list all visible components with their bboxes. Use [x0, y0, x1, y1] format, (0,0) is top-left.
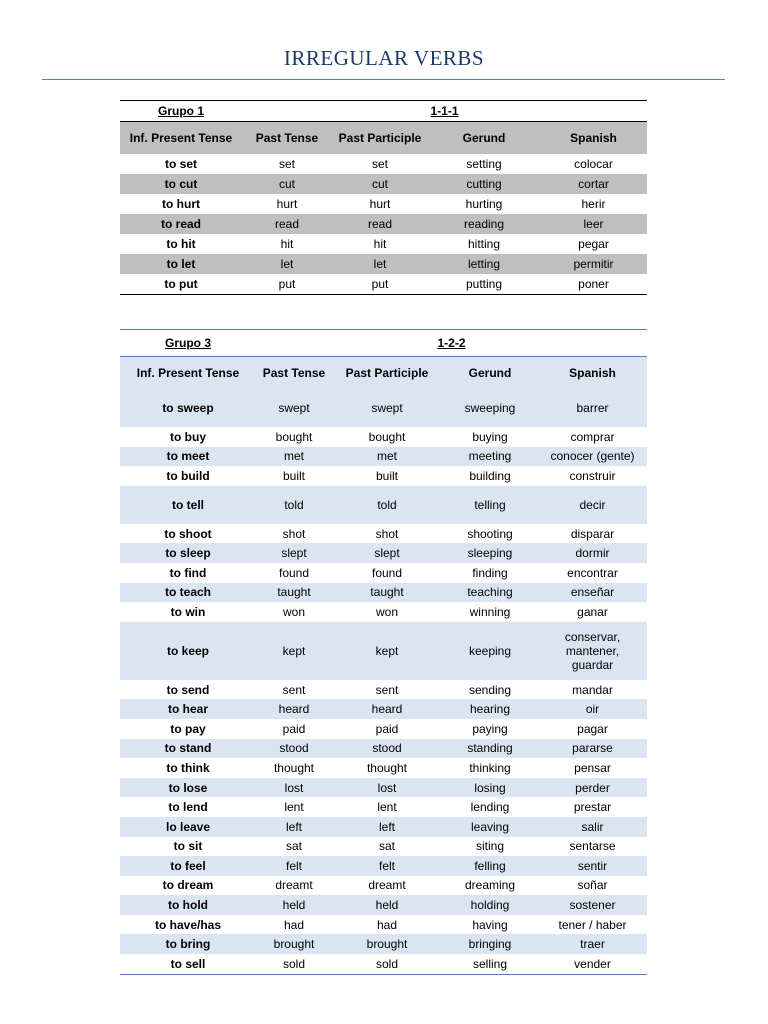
header-row — [120, 122, 647, 155]
verb-gerund: standing — [442, 739, 538, 759]
verb-past-participle: swept — [332, 389, 442, 427]
verb-infinitive: to read — [120, 214, 242, 234]
verb-gerund: thinking — [469, 760, 511, 775]
verb-gerund: leaving — [442, 817, 538, 837]
verb-gerund: siting — [475, 839, 504, 854]
verb-past-participle: won — [375, 604, 398, 619]
verb-gerund: meeting — [442, 447, 538, 467]
verb-infinitive: to feel — [120, 856, 256, 876]
verb-past-tense: held — [256, 895, 332, 915]
verb-infinitive: to lose — [120, 778, 256, 798]
verb-row — [120, 817, 647, 837]
verb-spanish: oir — [538, 699, 647, 719]
verb-row — [120, 194, 647, 214]
verb-spanish: pensar — [574, 760, 611, 775]
verb-infinitive: to have/has — [154, 917, 222, 932]
verb-row — [120, 254, 647, 274]
group-label: Grupo 3 — [120, 330, 256, 357]
verb-gerund: having — [472, 917, 508, 932]
verb-spanish: mandar — [572, 682, 613, 697]
verb-row — [120, 234, 647, 254]
verb-past-tense: found — [278, 565, 310, 580]
verb-past-tense: let — [242, 254, 332, 274]
title-underline — [42, 79, 725, 80]
verb-infinitive: to tell — [120, 486, 256, 524]
verb-gerund: holding — [442, 895, 538, 915]
group-3-table — [120, 329, 647, 975]
verb-gerund: shooting — [467, 526, 513, 541]
verb-gerund: setting — [466, 157, 502, 171]
verb-gerund: sending — [468, 682, 512, 697]
verb-past-tense: had — [283, 917, 305, 932]
verb-past-tense: bought — [275, 429, 313, 444]
verb-row — [120, 934, 647, 954]
verb-infinitive: to dream — [162, 878, 214, 893]
verb-past-tense: sat — [285, 839, 302, 854]
verb-past-participle: told — [332, 486, 442, 524]
verb-gerund: building — [469, 468, 511, 483]
verb-past-tense: kept — [256, 622, 332, 680]
verb-infinitive: to put — [164, 277, 198, 291]
verb-spanish: pararse — [538, 739, 647, 759]
verb-spanish: traer — [538, 934, 647, 954]
verb-past-participle: hit — [373, 237, 387, 251]
verb-row — [120, 543, 647, 563]
verb-infinitive: to keep — [120, 622, 256, 680]
verb-infinitive: to sleep — [120, 543, 256, 563]
group-pattern: 1-1-1 — [242, 101, 647, 122]
verb-row — [120, 174, 647, 194]
verb-row — [120, 274, 647, 295]
verb-row — [120, 486, 647, 524]
verb-past-participle: set — [371, 157, 388, 171]
verb-row — [120, 739, 647, 759]
verb-infinitive: to buy — [170, 429, 206, 444]
verb-past-tense: built — [282, 468, 305, 483]
verb-row — [120, 427, 647, 447]
column-header: Past Participle — [332, 122, 428, 155]
verb-past-participle: stood — [332, 739, 442, 759]
column-header: Inf. Present Tense — [120, 122, 242, 155]
group-label: Grupo 1 — [120, 101, 242, 122]
verb-spanish: cortar — [540, 174, 647, 194]
verb-gerund: hearing — [442, 699, 538, 719]
verb-gerund: buying — [472, 429, 508, 444]
verb-infinitive: to find — [169, 565, 207, 580]
verb-row — [120, 876, 647, 896]
verb-past-participle: put — [371, 277, 389, 291]
verb-infinitive: to hear — [120, 699, 256, 719]
verb-spanish: conocer (gente) — [538, 447, 647, 467]
verb-past-tense: set — [278, 157, 295, 171]
verb-spanish: enseñar — [538, 583, 647, 603]
verb-past-participle: hurt — [369, 197, 391, 211]
verb-past-tense: heard — [256, 699, 332, 719]
verb-spanish: construir — [569, 468, 616, 483]
verb-spanish: barrer — [538, 389, 647, 427]
verb-gerund: teaching — [442, 583, 538, 603]
verb-infinitive: to think — [166, 760, 210, 775]
verb-past-tense: hit — [280, 237, 294, 251]
verb-infinitive: to sit — [173, 839, 203, 854]
verb-past-participle: let — [332, 254, 428, 274]
column-header: Past Tense — [256, 357, 332, 390]
verb-gerund: keeping — [442, 622, 538, 680]
column-header: Gerund — [442, 357, 538, 390]
verb-spanish: sostener — [538, 895, 647, 915]
verb-spanish: soñar — [577, 878, 608, 893]
verb-spanish: vender — [574, 956, 611, 971]
verb-spanish: disparar — [570, 526, 615, 541]
verb-spanish: prestar — [573, 800, 612, 815]
page-title: IRREGULAR VERBS — [283, 46, 485, 70]
verb-spanish: decir — [538, 486, 647, 524]
verb-past-tense: taught — [256, 583, 332, 603]
verb-past-participle: lent — [377, 800, 397, 815]
verb-gerund: reading — [428, 214, 540, 234]
verb-spanish: encontrar — [567, 565, 618, 580]
verb-spanish: sentir — [538, 856, 647, 876]
verb-row — [120, 895, 647, 915]
verb-spanish: colocar — [574, 157, 613, 171]
group-row — [120, 101, 647, 122]
verb-spanish: permitir — [540, 254, 647, 274]
verb-gerund: lending — [470, 800, 510, 815]
verb-past-participle: left — [332, 817, 442, 837]
verb-row — [120, 524, 647, 544]
verb-infinitive: to cut — [120, 174, 242, 194]
verb-gerund: winning — [469, 604, 511, 619]
verb-past-participle: shot — [375, 526, 399, 541]
verb-infinitive: to sell — [170, 956, 206, 971]
verb-row — [120, 680, 647, 700]
verb-infinitive: to hit — [166, 237, 196, 251]
verb-past-tense: sent — [282, 682, 306, 697]
column-header: Inf. Present Tense — [120, 357, 256, 390]
verb-gerund: bringing — [442, 934, 538, 954]
verb-row — [120, 778, 647, 798]
verb-past-tense: put — [278, 277, 296, 291]
verb-past-tense: thought — [273, 760, 315, 775]
verb-spanish: poner — [578, 277, 609, 291]
verb-spanish: comprar — [570, 429, 615, 444]
verb-past-participle: bought — [368, 429, 406, 444]
verb-row — [120, 389, 647, 427]
verb-row — [120, 699, 647, 719]
verb-past-tense: cut — [242, 174, 332, 194]
verb-gerund: hitting — [467, 237, 501, 251]
verb-spanish: ganar — [577, 604, 608, 619]
verb-infinitive: to set — [164, 157, 197, 171]
verb-past-participle: felt — [332, 856, 442, 876]
verb-past-tense: dreamt — [275, 878, 313, 893]
verb-past-tense: slept — [256, 543, 332, 563]
verb-row — [120, 758, 647, 778]
verb-spanish: sentarse — [569, 839, 616, 854]
verb-infinitive: to teach — [120, 583, 256, 603]
verb-spanish: herir — [581, 197, 606, 211]
verb-past-participle: found — [371, 565, 403, 580]
verb-past-participle: built — [375, 468, 398, 483]
verb-row — [120, 563, 647, 583]
verb-gerund: putting — [465, 277, 503, 291]
group-1-table — [120, 100, 647, 295]
verb-gerund: finding — [472, 565, 508, 580]
verb-infinitive: to pay — [170, 721, 206, 736]
verb-past-tense: hurt — [276, 197, 298, 211]
verb-past-tense: told — [256, 486, 332, 524]
column-header: Spanish — [540, 122, 647, 155]
verb-past-tense: lost — [256, 778, 332, 798]
verb-infinitive: to let — [120, 254, 242, 274]
verb-row — [120, 719, 647, 739]
verb-past-tense: shot — [282, 526, 306, 541]
verb-past-participle: paid — [375, 721, 399, 736]
verb-past-participle: read — [332, 214, 428, 234]
verb-infinitive: to win — [170, 604, 206, 619]
verb-past-participle: slept — [332, 543, 442, 563]
verb-gerund: selling — [472, 956, 508, 971]
verb-infinitive: to stand — [120, 739, 256, 759]
verb-past-participle: dreamt — [368, 878, 406, 893]
verb-infinitive: to meet — [120, 447, 256, 467]
verb-past-tense: met — [256, 447, 332, 467]
verb-past-participle: taught — [332, 583, 442, 603]
verb-infinitive: to bring — [120, 934, 256, 954]
verb-spanish: pegar — [578, 237, 609, 251]
verb-spanish: tener / haber — [558, 917, 627, 932]
verb-row — [120, 915, 647, 935]
verb-past-tense: lent — [284, 800, 304, 815]
verb-spanish: dormir — [538, 543, 647, 563]
verb-gerund: hurting — [465, 197, 503, 211]
verb-past-participle: cut — [332, 174, 428, 194]
verb-row — [120, 837, 647, 857]
verb-row — [120, 447, 647, 467]
verb-row — [120, 856, 647, 876]
verb-infinitive: to hurt — [162, 197, 200, 211]
verb-spanish: pagar — [577, 721, 608, 736]
verb-past-tense: paid — [282, 721, 306, 736]
verb-row — [120, 797, 647, 817]
verb-row — [120, 954, 647, 974]
verb-row — [120, 154, 647, 174]
verb-spanish: salir — [538, 817, 647, 837]
verb-past-participle: thought — [366, 760, 408, 775]
column-header: Past Participle — [332, 357, 442, 390]
verb-infinitive: lo leave — [120, 817, 256, 837]
verb-gerund: sweeping — [442, 389, 538, 427]
verb-infinitive: to shoot — [164, 526, 212, 541]
verb-gerund: cutting — [428, 174, 540, 194]
verb-past-participle: had — [376, 917, 398, 932]
verb-spanish: conservar, mantener, guardar — [538, 622, 647, 680]
verb-infinitive: to lend — [168, 800, 208, 815]
verb-past-participle: held — [332, 895, 442, 915]
verb-gerund: sleeping — [442, 543, 538, 563]
verb-row — [120, 622, 647, 680]
verb-past-tense: swept — [256, 389, 332, 427]
verb-past-participle: heard — [332, 699, 442, 719]
verb-past-participle: sat — [378, 839, 395, 854]
group-pattern: 1-2-2 — [256, 330, 647, 357]
verb-past-tense: won — [282, 604, 305, 619]
verb-row — [120, 466, 647, 486]
column-header: Past Tense — [242, 122, 332, 155]
verb-gerund: telling — [442, 486, 538, 524]
verb-infinitive: to build — [166, 468, 210, 483]
verb-infinitive: to hold — [120, 895, 256, 915]
verb-past-participle: brought — [332, 934, 442, 954]
verb-past-tense: brought — [256, 934, 332, 954]
group-row — [120, 330, 647, 357]
column-header: Gerund — [428, 122, 540, 155]
verb-past-participle: lost — [332, 778, 442, 798]
verb-infinitive: to send — [166, 682, 210, 697]
verb-past-tense: felt — [256, 856, 332, 876]
column-header: Spanish — [538, 357, 647, 390]
verb-infinitive: to sweep — [120, 389, 256, 427]
verb-spanish: perder — [538, 778, 647, 798]
verb-past-tense: read — [242, 214, 332, 234]
verb-gerund: losing — [442, 778, 538, 798]
verb-past-tense: sold — [282, 956, 305, 971]
verb-gerund: paying — [472, 721, 508, 736]
header-row — [120, 357, 647, 390]
verb-past-participle: sold — [375, 956, 398, 971]
verb-row — [120, 214, 647, 234]
verb-gerund: felling — [442, 856, 538, 876]
verb-past-tense: left — [256, 817, 332, 837]
verb-past-tense: stood — [256, 739, 332, 759]
verb-gerund: letting — [428, 254, 540, 274]
verb-row — [120, 602, 647, 622]
verb-gerund: dreaming — [464, 878, 516, 893]
verb-past-participle: met — [332, 447, 442, 467]
verb-past-participle: kept — [332, 622, 442, 680]
verb-past-participle: sent — [375, 682, 399, 697]
verb-row — [120, 583, 647, 603]
verb-spanish: leer — [540, 214, 647, 234]
